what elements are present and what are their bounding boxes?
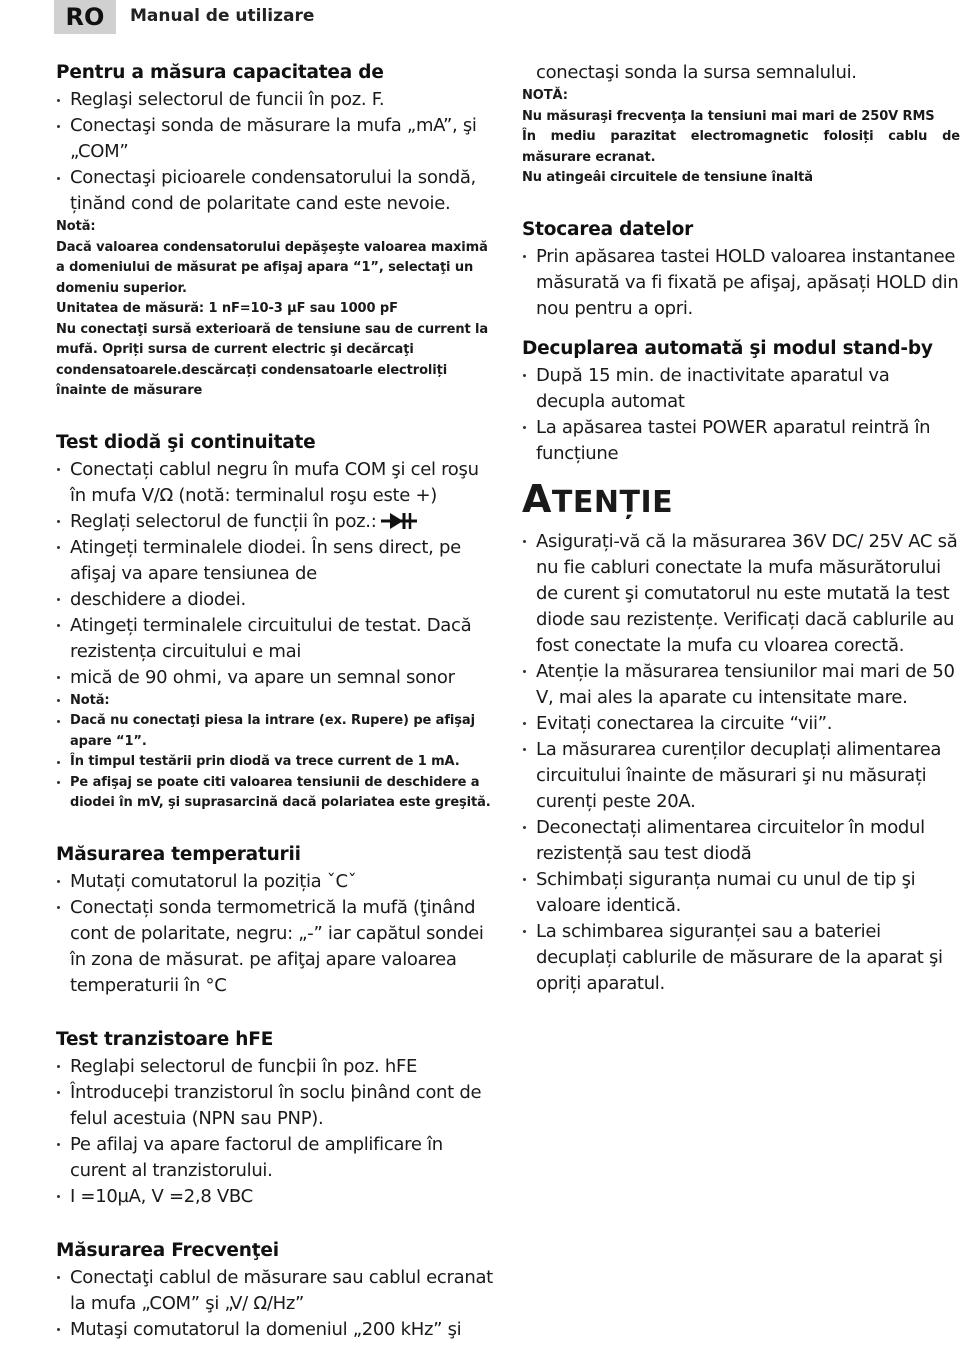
- list-item: În timpul testării prin diodă va trece current de 1 mA.: [56, 752, 496, 773]
- list-item: Pe afişaj se poate citi valoarea tensiunii de deschidere a diodei în mV, şi suprasarcină dacă polariatea este greşită.: [56, 773, 496, 814]
- data-storage-list: [522, 244, 960, 322]
- list-item: Evitați conectarea la circuite “vii”.: [522, 711, 960, 737]
- list-item: I =10µA, V =2,8 VBC: [56, 1184, 496, 1210]
- diode-test-title: Test diodă şi continuitate: [56, 431, 316, 453]
- note-text: Dacă valoarea condensatorului depăşeşte valoarea maximă a domeniului de măsurat pe afişaj apara “1”, selectaţi un domeniu superior.: [56, 239, 488, 296]
- list-item: Atingeți terminalele circuitului de testat. Dacă rezistența circuitului e mai: [56, 613, 496, 665]
- list-item: Conectați sonda termometrică la mufă (ţinând cont de polaritate, negru: „-” iar capătul sondei în zona de măsurat. pe afiţaj apare valoarea temperaturii în °C: [56, 895, 496, 999]
- capacitance-list: [56, 87, 496, 217]
- section-standby: [522, 336, 960, 467]
- note-text: Unitatea de măsură: 1 nF=10-3 µF sau 1000 pF: [56, 301, 398, 316]
- list-item: [56, 509, 496, 535]
- list-item: La apăsarea tastei POWER aparatul reintră în funcțiune: [522, 415, 960, 467]
- list-item: Reglaşi selectorul de funcii în poz. F.: [56, 87, 496, 113]
- temperature-list: [56, 869, 496, 999]
- note-label: NOTĂ:: [522, 88, 568, 103]
- list-item: Atenție la măsurarea tensiunilor mai mari de 50 V, mai ales la aparate cu intensitate mare.: [522, 659, 960, 711]
- list-item: Întroduceþi tranzistorul în soclu þinând cont de felul acestuia (NPN sau PNP).: [56, 1080, 496, 1132]
- frequency-list: [56, 1265, 496, 1343]
- capacitance-title: Pentru a măsura capacitatea de: [56, 62, 384, 83]
- section-warning: [522, 476, 960, 997]
- data-storage-title: Stocarea datelor: [522, 218, 694, 240]
- section-capacitance: [56, 60, 496, 402]
- section-temperature: [56, 842, 496, 999]
- standby-list: [522, 363, 960, 467]
- list-item-text: Reglați selectorul de funcții în poz.:: [70, 510, 377, 532]
- temperature-title: Măsurarea temperaturii: [56, 843, 301, 865]
- list-item: Conectaţi cablul de măsurare sau cablul ecranat la mufa „COM” şi „V/ Ω/Hz”: [56, 1265, 496, 1317]
- note-label: Notă:: [56, 219, 96, 234]
- list-item: Conectaşi picioarele condensatorului la sondă, ținănd cond de polaritate cand este nevoie.: [56, 165, 496, 217]
- frequency-continuation: conectaşi sonda la sursa semnalului.: [536, 62, 857, 83]
- list-item: Notă:: [56, 691, 496, 712]
- frequency-title: Măsurarea Frecvenţei: [56, 1239, 279, 1261]
- list-item: Atingeți terminalele diodei. În sens direct, pe afişaj va apare tensiunea de: [56, 535, 496, 587]
- note-text: În mediu parazitat electromagnetic folosiți cablu de măsurare ecranat.: [522, 129, 960, 165]
- section-data-storage: [522, 217, 960, 322]
- list-item: deschidere a diodei.: [56, 587, 496, 613]
- list-item: Deconectați alimentarea circuitelor în modul rezistență sau test diodă: [522, 815, 960, 867]
- list-item: La schimbarea siguranței sau a bateriei decuplați cablurile de măsurare de la aparat şi opriți aparatul.: [522, 919, 960, 997]
- diode-test-list: [56, 457, 496, 814]
- section-frequency: [56, 1238, 496, 1343]
- left-column: [56, 60, 496, 1343]
- list-item: Dacă nu conectaţi piesa la intrare (ex. Rupere) pe afişaj apare “1”.: [56, 711, 496, 752]
- warning-title: [522, 476, 960, 521]
- hfe-list: [56, 1054, 496, 1210]
- list-item: Schimbați siguranța numai cu unul de tip şi valoare identică.: [522, 867, 960, 919]
- list-item: Mutați comutatorul la poziția ˇCˇ: [56, 869, 496, 895]
- section-hfe: [56, 1027, 496, 1210]
- diode-symbol-icon: [381, 512, 417, 530]
- warning-title-initial: A: [522, 476, 552, 521]
- warning-title-rest: TENȚIE: [551, 484, 674, 520]
- note-text: Nu măsuraşi frecvenţa la tensiuni mai mari de 250V RMS: [522, 108, 935, 124]
- list-item: Conectaşi sonda de măsurare la mufa „mA”, şi „COM”: [56, 113, 496, 165]
- list-item: Reglaþi selectorul de funcþii în poz. hFE: [56, 1054, 496, 1080]
- language-badge: RO: [54, 0, 116, 34]
- list-item: Prin apăsarea tastei HOLD valoarea instantanee măsurată va fi fixată pe afişaj, apăsați HOLD din nou pentru a opri.: [522, 244, 960, 322]
- section-diode-test: [56, 430, 496, 814]
- right-column: [522, 60, 960, 997]
- note-text: Nu conectaţi sursă exterioară de tensiune sau de current la mufă. Opriți sursa de current electric şi decărcaţi condensatoarele.descărcați condensatoarle electroliți înainte de măsurare: [56, 321, 489, 398]
- list-item: După 15 min. de inactivitate aparatul va decupla automat: [522, 363, 960, 415]
- list-item: Pe afilaj va apare factorul de amplificare în curent al tranzistorului.: [56, 1132, 496, 1184]
- hfe-title: Test tranzistoare hFE: [56, 1028, 274, 1050]
- warning-list: [522, 529, 960, 997]
- manual-title: Manual de utilizare: [130, 6, 315, 26]
- list-item: mică de 90 ohmi, va apare un semnal sonor: [56, 665, 496, 691]
- list-item: La măsurarea curenților decuplați alimentarea circuitului înainte de măsurari şi nu măsurați curenți peste 20A.: [522, 737, 960, 815]
- list-item: Conectați cablul negru în mufa COM şi cel roşu în mufa V/Ω (notă: terminalul roşu este +): [56, 457, 496, 509]
- list-item: Mutaşi comutatorul la domeniul „200 kHz” şi: [56, 1317, 496, 1343]
- note-text: Nu atingeâi circuitele de tensiune înaltă: [522, 170, 813, 185]
- standby-title: Decuplarea automată şi modul stand-by: [522, 337, 933, 359]
- list-item: Asigurați-vă că la măsurarea 36V DC/ 25V AC să nu fie cabluri conectate la mufa măsurătorului de curent şi comutatorul nu este mutată la test diode sau rezistențe. Verificați dacă cablurile au fost conectate la mufa cu vloarea corectă.: [522, 529, 960, 659]
